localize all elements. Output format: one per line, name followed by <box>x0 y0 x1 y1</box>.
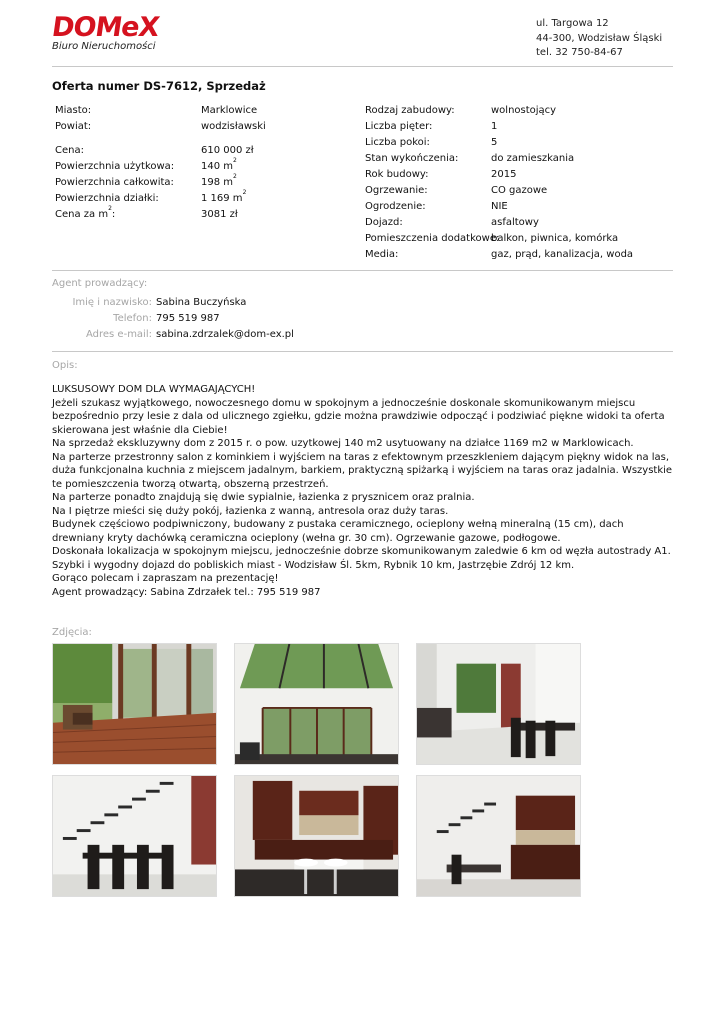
pow-dzialki-label: Powierzchnia działki: <box>55 193 159 204</box>
rodzaj-zabudowy-value: wolnostojący <box>491 105 557 116</box>
details-right-values <box>491 104 633 264</box>
ogrzewanie-value: CO gazowe <box>491 185 548 196</box>
pow-calkowita-label: Powierzchnia całkowita: <box>55 177 174 188</box>
cena-value: 610 000 zł <box>201 145 254 156</box>
description-line: Doskonała lokalizacja w spokojnym miejscu, jednocześnie dobrze skomunikowanym zaledwie 6 km od węzła autostrady A1. Szybki i wygodny dojazd do pobliskich miast - Wodzisław Śl. 5km, Rybnik 10 km, Jastrzębie Zdrój 12 km. <box>52 546 671 571</box>
media-value: gaz, prąd, kanalizacja, woda <box>491 249 634 260</box>
miasto-label: Miasto: <box>55 105 92 116</box>
pow-dzialki-value: 1 169 $m^2$ <box>201 188 247 204</box>
pomieszczenia-value: balkon, piwnica, komórka <box>491 233 619 244</box>
description-line: Gorąco polecam i zapraszam na prezentację! <box>52 573 279 584</box>
liczba-pieter-value: 1 <box>491 121 498 132</box>
agent-name-label: Imię i nazwisko: <box>72 297 152 308</box>
pow-uzytkowa-label: Powierzchnia użytkowa: <box>55 161 175 172</box>
agent-phone-label: Telefon: <box>113 313 152 324</box>
powiat-label: Powiat: <box>55 121 92 132</box>
details-divider <box>52 270 673 271</box>
photo-kitchen-island[interactable] <box>234 775 399 897</box>
details-left-values <box>201 104 266 224</box>
pow-calkowita-value: 198 $m^2$ <box>201 172 237 188</box>
rok-budowy-label: Rok budowy: <box>365 169 429 180</box>
description-line: Jeżeli szukasz wyjątkowego, nowoczesnego domu w spokojnym a jednocześnie doskonale skomunikowanym miejscu bezpośrednio przy lesie z dala od ulicznego zgiełku, gdzie można prawdziwie odpocząć i podziwiać piękne widoki ta oferta skierowana jest właśnie dla Ciebie! <box>52 397 665 436</box>
logo-tagline: Biuro Nieruchomości <box>52 41 156 52</box>
company-logo <box>49 12 182 56</box>
cena-m2-label: Cena za $m^2$: <box>55 204 116 220</box>
liczba-pieter-label: Liczba pięter: <box>365 121 433 132</box>
dojazd-label: Dojazd: <box>365 217 403 228</box>
media-label: Media: <box>365 249 399 260</box>
description-line: Na parterze przestronny salon z kominkiem i wyjściem na taras z efektownym przeszkleniem dającym piękny widok na las, duża funkcjonalna kuchnia z miejscem jadalnym, barkiem, praktyczną spiżarką i wyjściem na taras oraz jadalnia. Wszystkie te pomieszczenia tworzą otwartą, obszerną przestrzeń. <box>52 451 673 490</box>
photo-living-room[interactable] <box>234 643 399 765</box>
cena-m2-value: 3081 zł <box>201 209 238 220</box>
description-line: Na sprzedaż ekskluzywny dom z 2015 r. o pow. uzytkowej 140 m2 usytuowany na działce 1169 m2 w Marklowicach. <box>52 438 634 449</box>
ogrodzenie-value: NIE <box>491 201 508 212</box>
description-text <box>52 383 677 599</box>
agent-labels <box>52 296 152 344</box>
ogrzewanie-label: Ogrzewanie: <box>365 185 428 196</box>
photo-dining-area[interactable] <box>416 643 581 765</box>
details-left-labels <box>55 104 174 224</box>
pow-uzytkowa-value: 140 $m^2$ <box>201 156 237 172</box>
photo-staircase[interactable] <box>52 775 217 897</box>
agent-divider <box>52 351 673 352</box>
miasto-value: Marklowice <box>201 105 258 116</box>
agent-name-value: Sabina Buczyńska <box>156 297 247 308</box>
liczba-pokoi-value: 5 <box>491 137 498 148</box>
agent-email-label: Adres e-mail: <box>85 329 152 340</box>
powiat-value: wodzisławski <box>201 121 266 132</box>
description-line: Na parterze ponadto znajdują się dwie sypialnie, łazienka z prysznicem oraz pralnia. <box>52 492 475 503</box>
logo-wordmark: DOMeX <box>49 12 161 43</box>
stan-wykonczenia-value: do zamieszkania <box>491 153 575 164</box>
description-line: Budynek częściowo podpiwniczony, budowany z pustaka ceramicznego, ocieplony wełną mineralną (15 cm), dach drewniany kryty dachówką ceramiczna ocieplony (wełna gr. 30 cm). Ogrzewanie gazowe, podłogowe. <box>52 519 624 544</box>
description-line: LUKSUSOWY DOM DLA WYMAGAJĄCYCH! <box>52 384 256 395</box>
description-line: Na I piętrze mieści się duży pokój, łazienka z wanną, antresola oraz duży taras. <box>52 505 449 517</box>
agent-phone-value[interactable]: 795 519 987 <box>156 313 220 324</box>
details-right-labels <box>365 104 499 264</box>
photo-kitchen-stairs[interactable] <box>416 775 581 897</box>
rodzaj-zabudowy-label: Rodzaj zabudowy: <box>365 105 455 116</box>
liczba-pokoi-label: Liczba pokoi: <box>365 137 430 148</box>
stan-wykonczenia-label: Stan wykończenia: <box>365 153 459 164</box>
description-section-label: Opis: <box>52 360 78 371</box>
address-phone: tel. 32 750-84-67 <box>536 47 623 58</box>
agent-email-value[interactable]: sabina.zdrzalek@dom-ex.pl <box>156 329 294 340</box>
header-divider <box>52 66 673 67</box>
description-line: Agent prowadzący: Sabina Zdrzałek tel.: 795 519 987 <box>52 586 321 598</box>
photo-terrace[interactable] <box>52 643 217 765</box>
dojazd-value: asfaltowy <box>491 217 539 228</box>
agent-values <box>156 296 294 344</box>
photos-section-label: Zdjęcia: <box>52 627 92 638</box>
address-street: ul. Targowa 12 <box>536 18 609 29</box>
rok-budowy-value: 2015 <box>491 169 517 180</box>
address-city: 44-300, Wodzisław Śląski <box>536 32 663 44</box>
cena-label: Cena: <box>55 145 84 156</box>
pomieszczenia-label: Pomieszczenia dodatkowe: <box>365 233 500 244</box>
agent-section-label: Agent prowadzący: <box>52 278 148 289</box>
ogrodzenie-label: Ogrodzenie: <box>365 201 426 212</box>
offer-title: Oferta numer DS-7612, Sprzedaż <box>52 79 266 93</box>
agency-address <box>536 17 662 61</box>
